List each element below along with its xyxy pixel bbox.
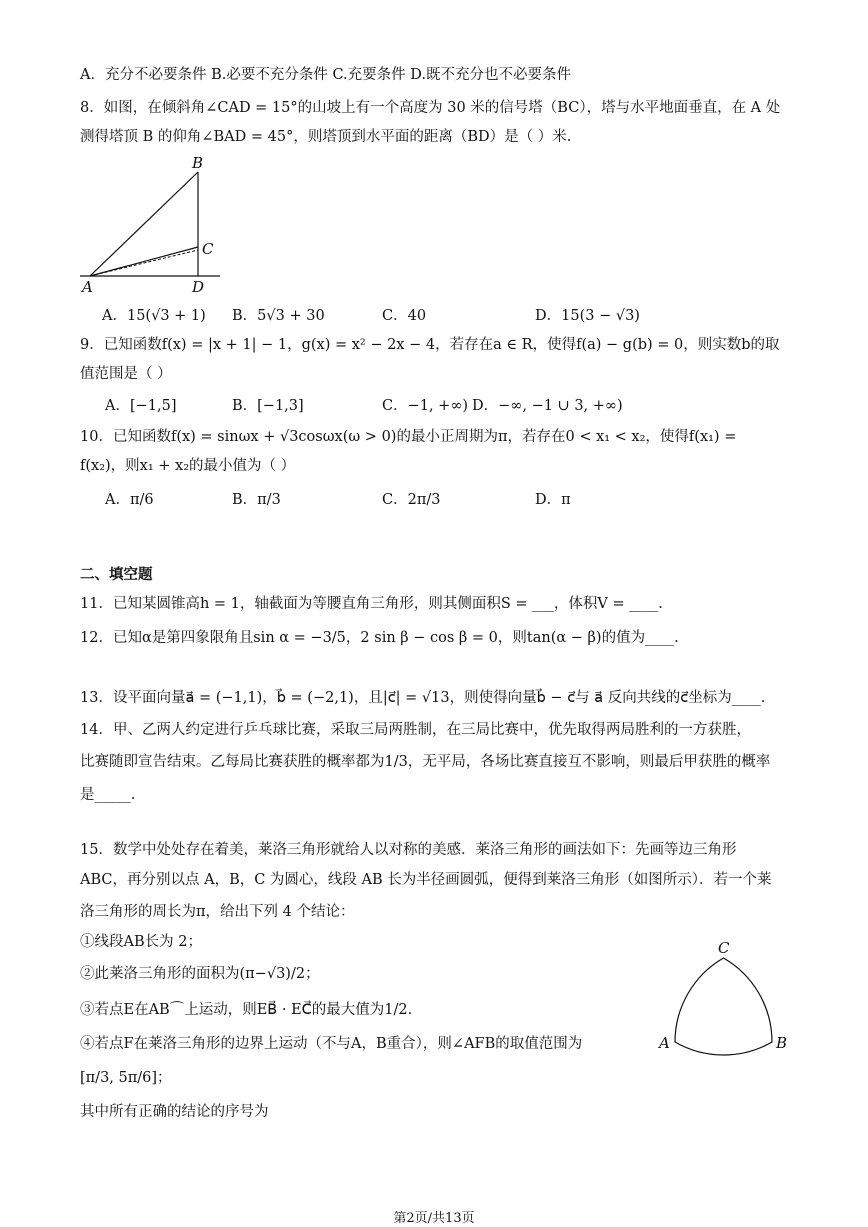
q9-line2: 值范围是（ ） [80, 366, 172, 382]
q15-last-line: 其中所有正确的结论的序号为 [80, 1104, 269, 1120]
q8-figure [70, 150, 240, 300]
q10-option-a: A．π/6 [105, 492, 154, 508]
reuleaux-figure [655, 935, 795, 1060]
q10-option-c: C．2π/3 [382, 492, 441, 508]
q15-line2: ABC，再分别以点 A，B，C 为圆心，线段 AB 长为半径画圆弧，便得到莱洛三角形（如图所示）．若一个莱 [80, 872, 772, 888]
q14-line2: 比赛随即宣告结束。乙每局比赛获胜的概率都为1/3，无平局，各场比赛直接互不影响，则最后甲获胜的概率 [80, 754, 771, 770]
q15-conclusion-4: ④若点F在莱洛三角形的边界上运动（不与A，B重合），则∠AFB的取值范围为 [80, 1036, 583, 1052]
label-C: C [202, 240, 214, 258]
q9-option-d: D．−∞, −1 ∪ 3, +∞) [472, 398, 623, 414]
q11: 11．已知某圆锥高h = 1，轴截面为等腰直角三角形，则其侧面积S = ___，体积V = ____. [80, 596, 663, 612]
q9-option-a: A．[−1,5] [105, 398, 177, 414]
q10-line2: f(x₂)，则x₁ + x₂的最小值为（ ） [80, 458, 296, 474]
q8-line2: 测得塔顶 B 的仰角∠BAD = 45°，则塔顶到水平面的距离（BD）是（ ）米. [80, 129, 572, 145]
section-title: 二、填空题 [80, 567, 153, 583]
reuleaux-triangle [675, 958, 772, 1055]
q15-conclusion-4-range: [π/3, 5π/6]； [80, 1070, 172, 1086]
q10-option-d: D．π [535, 492, 571, 508]
slope-dashed [90, 250, 198, 276]
label-B: B [776, 1034, 788, 1052]
q8-option-b: B．5√3 + 30 [232, 308, 325, 324]
q9-option-c: C．−1, +∞) [382, 398, 469, 414]
q10-option-b: B．π/3 [232, 492, 281, 508]
q15-conclusion-2: ②此莱洛三角形的面积为(π−√3)/2； [80, 966, 320, 982]
page-footer: 第2页/共13页 [393, 1211, 475, 1226]
q12: 12．已知α是第四象限角且sin α = −3/5，2 sin β − cos β = 0，则tan(α − β)的值为____. [80, 630, 679, 646]
q8-option-a: A．15(√3 + 1) [102, 308, 206, 324]
label-A: A [82, 278, 93, 296]
label-A: A [659, 1034, 670, 1052]
q8-option-c: C．40 [382, 308, 427, 324]
q10-line1: 10．已知函数f(x) = sinωx + √3cosωx(ω > 0)的最小正周期为π，若存在0 < x₁ < x₂，使得f(x₁) = [80, 429, 737, 445]
q8-line1: 8．如图，在倾斜角∠CAD = 15°的山坡上有一个高度为 30 米的信号塔（BC），塔与水平地面垂直，在 A 处 [80, 100, 781, 116]
q14-line1: 14．甲、乙两人约定进行乒乓球比赛，采取三局两胜制，在三局比赛中，优先取得两局胜利的一方获胜， [80, 722, 751, 738]
label-C: C [718, 939, 730, 957]
q14-line3: 是_____. [80, 787, 136, 803]
q15-line1: 15．数学中处处存在着美，莱洛三角形就给人以对称的美感．莱洛三角形的画法如下：先画等边三角形 [80, 842, 737, 858]
label-B: B [192, 154, 204, 172]
q7-options: A．充分不必要条件 B.必要不充分条件 C.充要条件 D.既不充分也不必要条件 [80, 67, 571, 83]
q9-line1: 9．已知函数f(x) = |x + 1| − 1，g(x) = x² − 2x − 4，若存在a ∈ R，使得f(a) − g(b) = 0，则实数b的取 [80, 337, 780, 353]
q15-line3: 洛三角形的周长为π，给出下列 4 个结论： [80, 904, 355, 920]
q8-option-d: D．15(3 − √3) [535, 308, 640, 324]
label-D: D [192, 278, 205, 296]
q15-conclusion-3: ③若点E在AB⌒上运动，则EB⃗ · EC⃗的最大值为1/2. [80, 1002, 413, 1018]
q15-conclusion-1: ①线段AB长为 2； [80, 934, 202, 950]
line-AB [90, 172, 198, 276]
q13: 13．设平面向量a⃗ = (−1,1)，b⃗ = (−2,1)，且|c⃗| = √13，则使得向量b⃗ − c⃗与 a⃗ 反向共线的c⃗坐标为____. [80, 690, 766, 706]
q9-option-b: B．[−1,3] [232, 398, 304, 414]
